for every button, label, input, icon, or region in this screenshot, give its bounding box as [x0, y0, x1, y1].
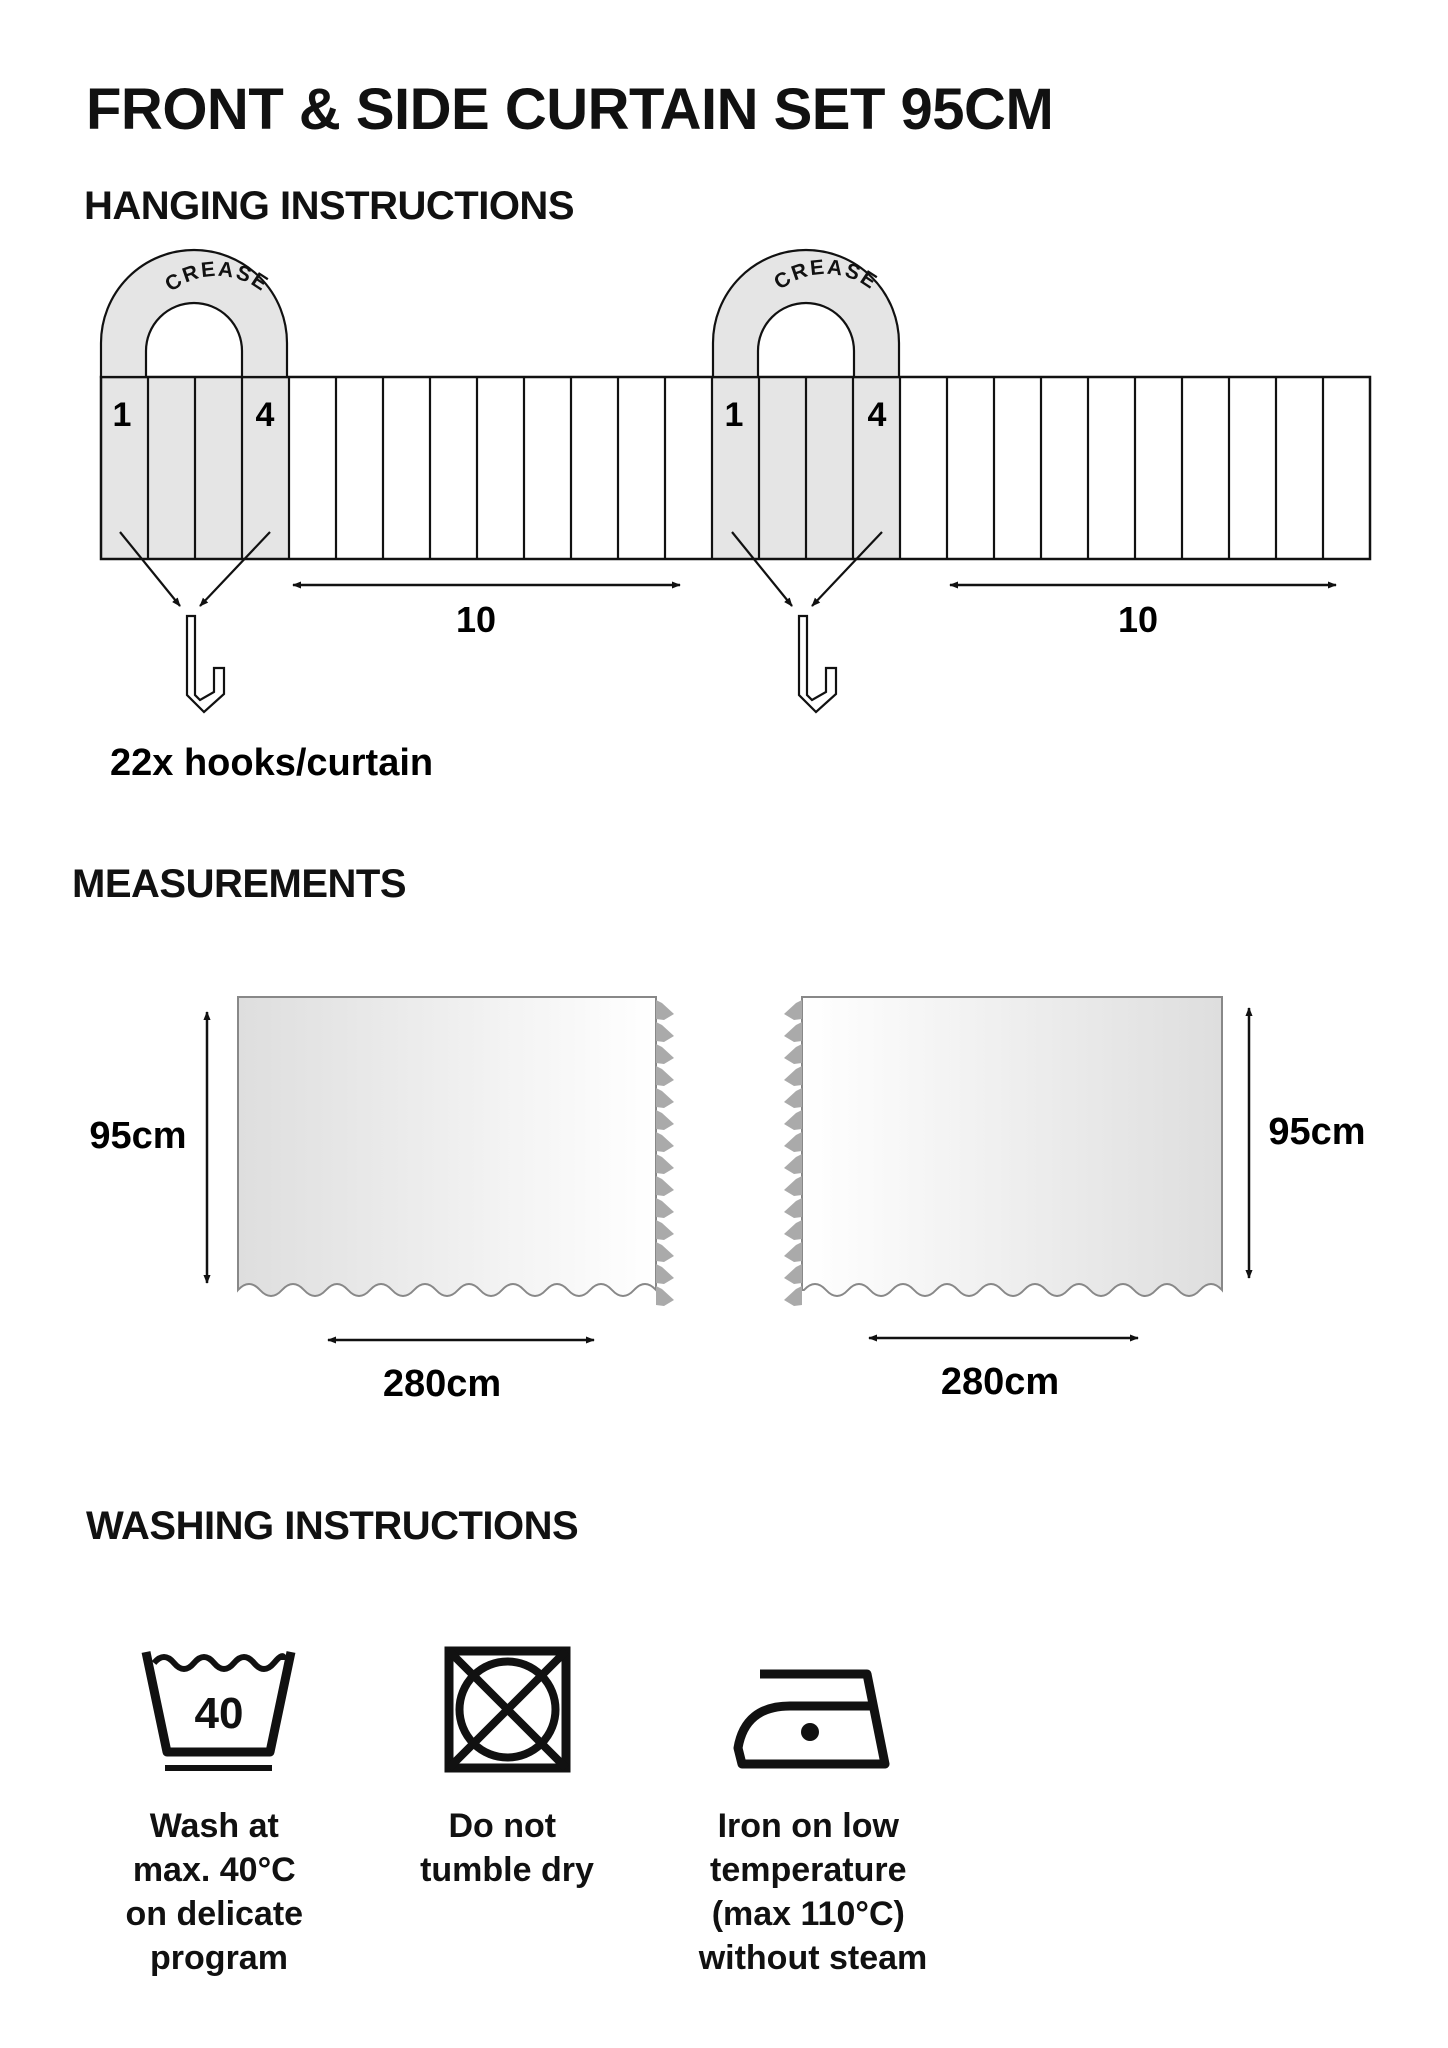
tassel-fringe-right [784, 1000, 802, 1306]
iron-low-temperature-icon [738, 1674, 885, 1764]
measurements-heading: MEASUREMENTS [72, 862, 407, 906]
dry-caption: Do not tumble dry [420, 1807, 594, 1889]
tassel [656, 1286, 674, 1306]
tassel [784, 1264, 802, 1284]
curtain-panel-right [784, 997, 1222, 1306]
tassel [784, 1198, 802, 1218]
crease-label-1: CREASE [160, 257, 274, 297]
pleat-number-4a: 4 [255, 396, 275, 434]
tassel [656, 1154, 674, 1174]
curtain-panel-left [238, 997, 674, 1306]
tassel [784, 1220, 802, 1240]
wash-caption: Wash at max. 40°C on delicate program [125, 1807, 304, 1977]
tassel [656, 1088, 674, 1108]
tassel [784, 1088, 802, 1108]
wash-temperature: 40 [194, 1689, 244, 1738]
gap-count-label-1: 10 [455, 599, 497, 640]
tassel [656, 1132, 674, 1152]
left-height-label: 95cm [89, 1115, 187, 1157]
tassel [656, 1066, 674, 1086]
tassel [784, 1286, 802, 1306]
right-width-label: 280cm [940, 1361, 1060, 1403]
tassel [784, 1176, 802, 1196]
right-height-label: 95cm [1268, 1111, 1366, 1153]
wash-40-delicate-icon [146, 1652, 291, 1768]
tassel [784, 1022, 802, 1042]
pleat-number-1b: 1 [724, 396, 744, 434]
hook-icon [187, 616, 224, 712]
hanging-instructions-heading: HANGING INSTRUCTIONS [84, 184, 574, 228]
tassel [656, 1110, 674, 1130]
tassel [784, 1154, 802, 1174]
crease-label-2: CREASE [769, 255, 883, 295]
tassel [656, 1176, 674, 1196]
tassel [656, 1242, 674, 1262]
tassel [784, 1066, 802, 1086]
page-title: FRONT & SIDE CURTAIN SET 95CM [86, 77, 1054, 142]
hook-icon-group [187, 616, 836, 712]
gap-count-label-2: 10 [1117, 599, 1159, 640]
tassel [656, 1264, 674, 1284]
tassel [656, 1198, 674, 1218]
tassel [784, 1242, 802, 1262]
tassel [784, 1044, 802, 1064]
left-width-label: 280cm [382, 1363, 502, 1405]
tassel [656, 1022, 674, 1042]
hook-icon [799, 616, 836, 712]
tassel-fringe-left [656, 1000, 674, 1306]
do-not-tumble-dry-icon [449, 1651, 566, 1768]
washing-instructions-heading: WASHING INSTRUCTIONS [86, 1504, 579, 1548]
tassel [656, 1000, 674, 1020]
pleat-number-1a: 1 [112, 396, 132, 434]
curtain-tape-strip [101, 250, 1370, 559]
tassel [784, 1132, 802, 1152]
tassel [656, 1044, 674, 1064]
hooks-caption: 22x hooks/curtain [110, 742, 434, 784]
pleat-number-4b: 4 [867, 396, 887, 434]
tassel [784, 1000, 802, 1020]
tassel [656, 1220, 674, 1240]
tassel [784, 1110, 802, 1130]
iron-caption: Iron on low temperature (max 110°C) without steam [698, 1807, 928, 1977]
